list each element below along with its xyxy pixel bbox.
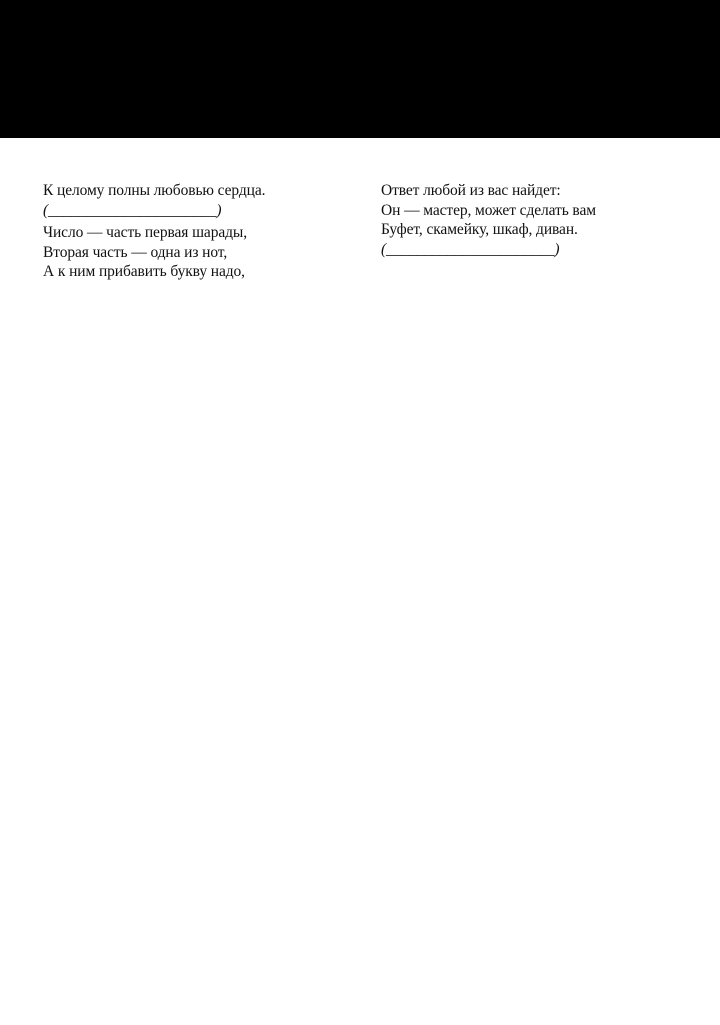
- poem-line: Вторая часть — одна из нот,: [43, 243, 228, 261]
- right-column: [381, 181, 681, 259]
- answer-blank: (______________________): [43, 201, 222, 219]
- poem-line: Число — часть первая шарады,: [43, 224, 247, 241]
- poem-line: Ответ любой из вас найдет:: [381, 182, 561, 199]
- poem-line: К целому полны любовью сердца.: [43, 182, 266, 199]
- black-header-band: [0, 0, 720, 138]
- poem-line: Буфет, скамейку, шкаф, диван.: [381, 221, 578, 238]
- answer-blank: (______________________): [381, 240, 560, 258]
- poem-line: А к ним прибавить букву надо,: [43, 263, 245, 280]
- left-column: [43, 181, 343, 282]
- poem-line: Он — мастер, может сделать вам: [381, 201, 596, 219]
